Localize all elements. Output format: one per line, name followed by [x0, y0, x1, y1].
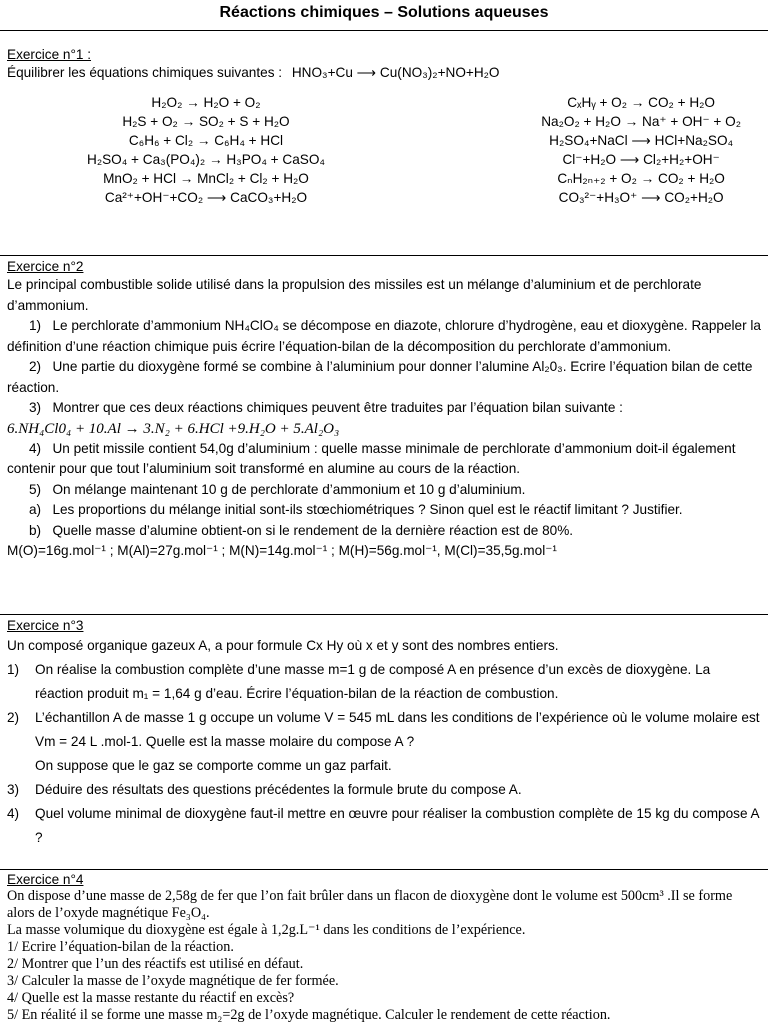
item-text: L’échantillon A de masse 1 g occupe un volume V = 545 mL dans les conditions de l’expérience où le volume molaire est Vm = 24 L .mol-1. Quelle est la masse molaire du compose A ?	[35, 710, 760, 749]
equations-left-column	[87, 93, 325, 207]
exercise-2-intro: Le principal combustible solide utilisé dans la propulsion des missiles est un mélange d’aluminium et de perchlorate d’ammonium.	[7, 277, 702, 313]
item-number: 3)	[7, 782, 20, 797]
equation-item: H₂SO₄ + Ca₃(PO₄)₂ → H₃PO₄ + CaSO₄	[87, 152, 325, 167]
page-title: Réactions chimiques – Solutions aqueuses	[219, 4, 549, 21]
equation-item: Cl⁻+H₂O ⟶ Cl₂+H₂+OH⁻	[562, 152, 720, 167]
item-number: 1)	[7, 662, 20, 677]
molar-masses: M(O)=16g.mol⁻¹ ; M(Al)=27g.mol⁻¹ ; M(N)=14g.mol⁻¹ ; M(H)=56g.mol⁻¹, M(Cl)=35,5g.mol⁻¹	[7, 543, 557, 558]
exercise-4-item: 2/ Montrer que l’un des réactifs est utilisé en défaut.	[7, 956, 304, 972]
exercise-2	[0, 256, 768, 614]
item-text: Quel volume minimal de dioxygène faut-il mettre en œuvre pour réaliser la combustion complète de 15 kg du compose A ?	[35, 806, 759, 845]
equation-grid	[7, 83, 761, 207]
exercise-3-item	[7, 802, 761, 850]
question-2	[7, 357, 761, 398]
exercise-3	[0, 615, 768, 869]
item-number	[7, 754, 35, 778]
question-5a	[7, 500, 761, 521]
exercise-1-main-equation: HNO₃+Cu ⟶ Cu(NO₃)₂+NO+H₂O	[291, 65, 500, 80]
exercise-1-instruction: Équilibrer les équations chimiques suivantes :	[7, 65, 283, 80]
equation-item: H₂O₂ → H₂O + O₂	[151, 95, 261, 110]
equation-item: H₂S + O₂ → SO₂ + S + H₂O	[122, 114, 290, 129]
question-text: Les proportions du mélange initial sont-ils stœchiométriques ? Sinon quel est le réactif limitant ? Justifier.	[52, 502, 683, 517]
question-number: a)	[29, 502, 42, 517]
equation-item: CₙH₂ₙ₊₂ + O₂ → CO₂ + H₂O	[557, 171, 725, 186]
question-text: On mélange maintenant 10 g de perchlorate d’ammonium et 10 g d’aluminium.	[52, 481, 526, 497]
exercise-4-item: 4/ Quelle est la masse restante du réactif en excès?	[7, 990, 295, 1006]
balanced-equation: 6.NH₄Cl0₄ + 10.Al → 3.N₂ + 6.HCl +9.H₂O + 5.Al₂O₃	[7, 420, 340, 437]
exercise-3-item	[7, 658, 761, 706]
exercise-4-density: La masse volumique du dioxygène est égale à 1,2g.L⁻¹ dans les conditions de l’expérience.	[7, 922, 526, 938]
question-text: Une partie du dioxygène formé se combine à l’aluminium pour donner l’alumine Al₂0₃. Ecrire l’équation bilan de cette réaction.	[7, 359, 753, 395]
item-text: On suppose que le gaz se comporte comme un gaz parfait.	[35, 758, 392, 773]
question-number: 4)	[29, 440, 42, 456]
question-3	[7, 398, 761, 419]
exercise-3-intro: Un composé organique gazeux A, a pour formule Cx Hy où x et y sont des nombres entiers.	[7, 638, 559, 653]
question-5b	[7, 521, 761, 542]
question-1	[7, 316, 761, 357]
exercise-4-heading: Exercice n°4	[7, 872, 84, 887]
equation-item: CₓHᵧ + O₂ → CO₂ + H₂O	[567, 95, 715, 110]
equation-item: MnO₂ + HCl → MnCl₂ + Cl₂ + H₂O	[103, 171, 309, 186]
exercise-3-item	[7, 706, 761, 754]
exercise-4-item: 5/ En réalité il se forme une masse m₂=2g de l’oxyde magnétique. Calculer le rendement de cette réaction.	[7, 1007, 611, 1023]
exercise-2-heading: Exercice n°2	[7, 259, 84, 274]
question-number: 5)	[29, 481, 42, 497]
exercise-3-item	[7, 754, 761, 778]
exercise-4	[0, 870, 768, 1024]
question-number: 1)	[29, 318, 42, 333]
question-text: Un petit missile contient 54,0g d’aluminium : quelle masse minimale de perchlorate d’ammonium doit-il également contenir pour que tout l’aluminium soit transformé en alumine au cours de la réaction.	[7, 440, 736, 476]
question-text: Quelle masse d’alumine obtient-on si le rendement de la dernière réaction est de 80%.	[52, 522, 574, 538]
equation-item: H₂SO₄+NaCl ⟶ HCl+Na₂SO₄	[549, 133, 734, 148]
item-text: Déduire des résultats des questions précédentes la formule brute du compose A.	[35, 782, 522, 797]
item-number: 2)	[7, 710, 20, 725]
equation-item: C₆H₆ + Cl₂ → C₆H₄ + HCl	[128, 133, 284, 148]
equations-right-column	[541, 93, 741, 207]
equation-item: Na₂O₂ + H₂O → Na⁺ + OH⁻ + O₂	[541, 114, 741, 129]
question-4	[7, 439, 761, 480]
exercise-1	[0, 31, 768, 255]
exercise-1-heading: Exercice n°1 :	[7, 47, 92, 62]
question-number: b)	[29, 522, 42, 538]
exercise-4-intro: On dispose d’une masse de 2,58g de fer que l’on fait brûler dans un flacon de dioxygène dont le volume est 500cm³ .Il se forme alors de l’oxyde magnétique Fe₃O₄.	[7, 888, 733, 921]
exercise-4-item: 3/ Calculer la masse de l’oxyde magnétique de fer formée.	[7, 973, 339, 989]
exercise-4-item: 1/ Ecrire l’équation-bilan de la réaction.	[7, 939, 234, 955]
item-number: 4)	[7, 806, 20, 821]
item-text: On réalise la combustion complète d’une masse m=1 g de composé A en présence d’un excès de dioxygène. La réaction produit m₁ = 1,64 g d’eau. Écrire l’équation-bilan de la réaction de combustion.	[35, 662, 711, 701]
question-text: Montrer que ces deux réactions chimiques peuvent être traduites par l’équation bilan suivante :	[52, 400, 623, 415]
exercise-1-instruction-line	[7, 63, 761, 83]
equation-item: Ca²⁺+OH⁻+CO₂ ⟶ CaCO₃+H₂O	[104, 190, 308, 205]
exercise-3-heading: Exercice n°3	[7, 618, 84, 633]
equation-item: CO₃²⁻+H₃O⁺ ⟶ CO₂+H₂O	[558, 190, 724, 205]
question-number: 3)	[29, 400, 42, 415]
exercise-3-item	[7, 778, 761, 802]
question-number: 2)	[29, 359, 42, 374]
question-text: Le perchlorate d’ammonium NH₄ClO₄ se décompose en diazote, chlorure d’hydrogène, eau et dioxygène. Rappeler la définition d’une réaction chimique puis écrire l’équation-bilan de la décomposition du perchlorate d’ammonium.	[7, 318, 761, 354]
question-5	[7, 480, 761, 501]
